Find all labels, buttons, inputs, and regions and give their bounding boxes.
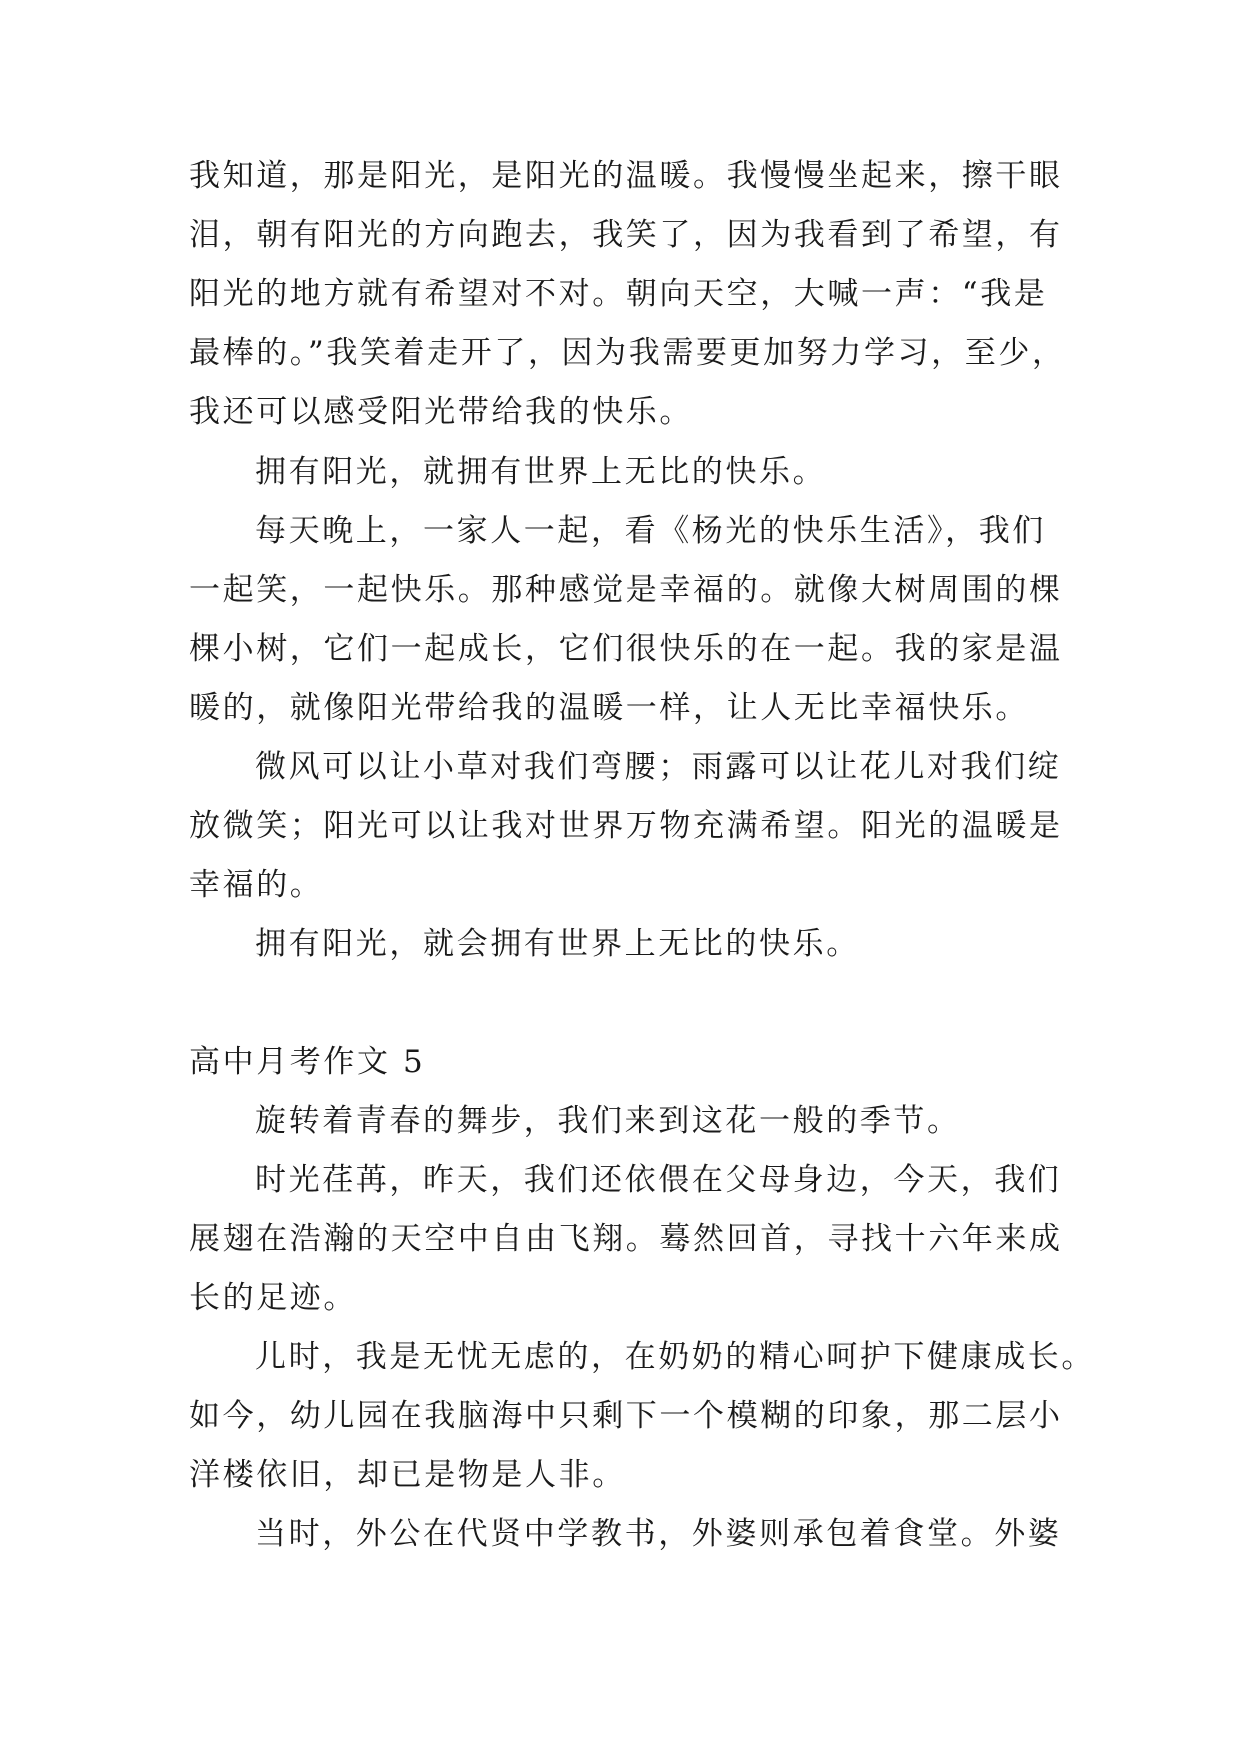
text-line-9: 棵小树，它们一起成长，它们很快乐的在一起。我的家是温 (189, 631, 1063, 667)
text-line-17: 时光荏苒，昨天，我们还依偎在父母身边，今天，我们 (255, 1162, 1062, 1198)
text-line-22: 洋楼依旧，却已是物是人非。 (189, 1457, 626, 1493)
text-line-18: 展翅在浩瀚的天空中自由飞翔。蓦然回首，寻找十六年来成 (189, 1221, 1063, 1257)
text-line-10: 暖的，就像阳光带给我的温暖一样，让人无比幸福快乐。 (189, 690, 1029, 726)
text-line-2: 泪，朝有阳光的方向跑去，我笑了，因为我看到了希望，有 (189, 217, 1063, 253)
text-line-4: 最棒的。”我笑着走开了，因为我需要更加努力学习，至少， (189, 335, 1066, 371)
text-line-3: 阳光的地方就有希望对不对。朝向天空，大喊一声：“我是 (189, 276, 1048, 312)
text-line-7: 每天晚上，一家人一起，看《杨光的快乐生活》，我们 (255, 513, 1046, 549)
section-heading: 高中月考作文 5 (189, 1044, 426, 1080)
text-line-14: 拥有阳光，就会拥有世界上无比的快乐。 (255, 926, 860, 962)
text-line-23: 当时，外公在代贤中学教书，外婆则承包着食堂。外婆 (255, 1516, 1062, 1552)
text-line-1: 我知道，那是阳光，是阳光的温暖。我慢慢坐起来，擦干眼 (189, 158, 1063, 194)
text-line-19: 长的足迹。 (189, 1280, 357, 1316)
text-line-11: 微风可以让小草对我们弯腰；雨露可以让花儿对我们绽 (255, 749, 1062, 785)
text-line-12: 放微笑；阳光可以让我对世界万物充满希望。阳光的温暖是 (189, 808, 1063, 844)
text-line-21: 如今，幼儿园在我脑海中只剩下一个模糊的印象，那二层小 (189, 1398, 1063, 1434)
text-line-6: 拥有阳光，就拥有世界上无比的快乐。 (255, 454, 827, 490)
text-line-16: 旋转着青春的舞步，我们来到这花一般的季节。 (255, 1103, 961, 1139)
text-line-20: 儿时，我是无忧无虑的，在奶奶的精心呵护下健康成长。 (255, 1339, 1095, 1375)
text-line-8: 一起笑，一起快乐。那种感觉是幸福的。就像大树周围的棵 (189, 572, 1063, 608)
text-line-13: 幸福的。 (189, 867, 324, 903)
text-line-5: 我还可以感受阳光带给我的快乐。 (189, 394, 693, 430)
